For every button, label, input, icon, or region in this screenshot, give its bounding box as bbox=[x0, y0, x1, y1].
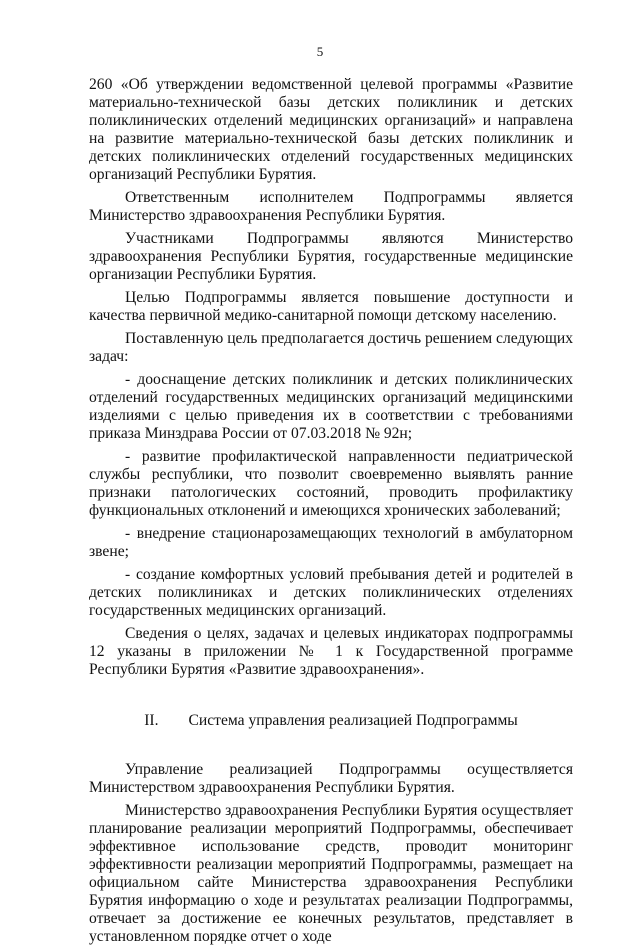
paragraph-goal: Целью Подпрограммы является повышение доступности и качества первичной медико-санитарной помощи детскому населению. bbox=[89, 289, 573, 324]
paragraph-indicators-reference: Сведения о целях, задачах и целевых индикаторах подпрограммы 12 указаны в приложении № 1 к Государственной программе Республики Бурятия «Развитие здравоохранения». bbox=[89, 625, 573, 678]
paragraph-management: Управление реализацией Подпрограммы осуществляется Министерством здравоохранения Республики Бурятия. bbox=[89, 761, 573, 796]
paragraph-responsible-executor: Ответственным исполнителем Подпрограммы является Министерство здравоохранения Республики Бурятия. bbox=[89, 189, 573, 224]
section-heading bbox=[89, 712, 573, 730]
paragraph-ministry-duties: Министерство здравоохранения Республики Бурятия осуществляет планирование реализации мероприятий Подпрограммы, обеспечивает эффективное использование средств, проводит мониторинг эффективности реализации мероприятий Подпрограммы, размещает на официальном сайте Министерства здравоохранения Республики Бурятия информацию о ходе и результатах реализации Подпрограммы, отвечает за достижение ее конечных результатов, представляет в установленном порядке отчет о ходе bbox=[89, 802, 573, 945]
section-number: II. bbox=[144, 712, 159, 729]
paragraph-participants: Участниками Подпрограммы являются Министерство здравоохранения Республики Бурятия, государственные медицинские организации Республики Бурятия. bbox=[89, 230, 573, 283]
document-body bbox=[89, 76, 573, 951]
section-title: Система управления реализацией Подпрограммы bbox=[188, 712, 518, 729]
list-item-task-equipment: - дооснащение детских поликлиник и детских поликлинических отделений государственных медицинских организаций медицинскими изделиями с целью приведения их в соответствии с требованиями приказа Минздрава России от 07.03.2018 № 92н; bbox=[89, 371, 573, 442]
paragraph-tasks-intro: Поставленную цель предполагается достичь решением следующих задач: bbox=[89, 330, 573, 365]
list-item-task-comfort: - создание комфортных условий пребывания детей и родителей в детских поликлиниках и детских поликлинических отделениях государственных медицинских организаций. bbox=[89, 566, 573, 619]
paragraph-continuation: 260 «Об утверждении ведомственной целевой программы «Развитие материально-технической базы детских поликлиник и детских поликлинических отделений медицинских организаций» и направлена на развитие материально-технической базы детских поликлиник и детских поликлинических отделений государственных медицинских организаций Республики Бурятия. bbox=[89, 76, 573, 183]
list-item-task-prevention: - развитие профилактической направленности педиатрической службы республики, что позволит своевременно выявлять ранние признаки патологических состояний, проводить профилактику функциональных отклонений и имеющихся хронических заболеваний; bbox=[89, 448, 573, 519]
list-item-task-technologies: - внедрение стационарозамещающих технологий в амбулаторном звене; bbox=[89, 525, 573, 560]
page-number: 5 bbox=[316, 44, 324, 59]
